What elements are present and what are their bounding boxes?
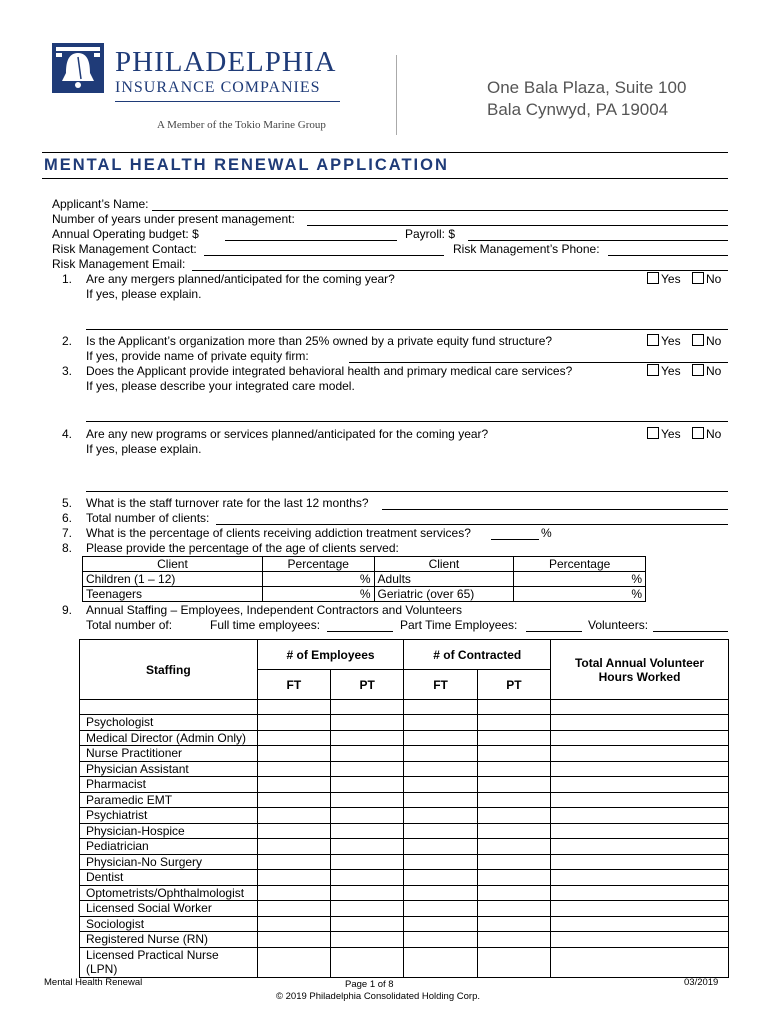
q5-field[interactable]: [382, 509, 728, 510]
q7-percent: %: [541, 526, 552, 540]
q3-describe-field[interactable]: [86, 421, 728, 422]
table-cell[interactable]: [331, 808, 404, 824]
table-cell[interactable]: [551, 761, 729, 777]
risk-contact-field[interactable]: [204, 255, 444, 256]
q7-number: 7.: [61, 526, 72, 540]
staff-role-label: Nurse Practitioner: [80, 746, 258, 762]
table-cell[interactable]: [551, 932, 729, 948]
table-cell[interactable]: [331, 916, 404, 932]
table-cell[interactable]: [257, 808, 330, 824]
table-row: [83, 587, 646, 602]
age-table: [82, 556, 646, 602]
age-header-percentage: Percentage: [262, 557, 374, 572]
table-cell[interactable]: [331, 792, 404, 808]
table-cell[interactable]: [477, 700, 550, 715]
company-logo: [52, 43, 342, 135]
q4-number: 4.: [61, 427, 72, 441]
q4-text: Are any new programs or services planned/anticipated for the coming year?: [86, 427, 489, 441]
table-cell[interactable]: [331, 932, 404, 948]
table-cell[interactable]: [331, 730, 404, 746]
q2-firm-field[interactable]: [349, 362, 728, 363]
contracted-ft-header: FT: [404, 670, 477, 700]
table-cell[interactable]: [257, 746, 330, 762]
contracted-pt-header: PT: [477, 670, 550, 700]
q3-yes-checkbox[interactable]: [647, 364, 659, 376]
table-cell[interactable]: [331, 761, 404, 777]
page-title: MENTAL HEALTH RENEWAL APPLICATION: [44, 156, 449, 174]
table-cell[interactable]: [551, 947, 729, 977]
q1-no-label: No: [706, 272, 722, 286]
q2-yes-option[interactable]: [647, 334, 681, 348]
table-cell[interactable]: [404, 730, 477, 746]
table-row: [80, 932, 729, 948]
risk-contact-label: Risk Management Contact:: [52, 242, 197, 256]
q2-yes-checkbox[interactable]: [647, 334, 659, 346]
table-row: [80, 761, 729, 777]
q2-yes-label: Yes: [661, 334, 681, 348]
q1-no-checkbox[interactable]: [692, 272, 704, 284]
table-cell[interactable]: [257, 700, 330, 715]
table-cell[interactable]: [404, 808, 477, 824]
table-cell[interactable]: [551, 885, 729, 901]
q9-number: 9.: [61, 603, 72, 617]
q2-no-option[interactable]: [692, 334, 721, 348]
age-row1-pct[interactable]: %: [262, 572, 374, 587]
q4-no-label: No: [706, 427, 722, 441]
q3-no-label: No: [706, 364, 722, 378]
operating-budget-label: Annual Operating budget: $: [52, 227, 199, 241]
table-cell[interactable]: [257, 730, 330, 746]
q9-ft-field[interactable]: [327, 631, 393, 632]
payroll-field[interactable]: [468, 240, 728, 241]
employees-pt-header: PT: [331, 670, 404, 700]
table-cell[interactable]: [551, 808, 729, 824]
q4-no-checkbox[interactable]: [692, 427, 704, 439]
table-cell[interactable]: [551, 901, 729, 917]
table-cell[interactable]: [404, 947, 477, 977]
table-cell[interactable]: [331, 901, 404, 917]
table-cell[interactable]: [257, 901, 330, 917]
table-cell[interactable]: [404, 901, 477, 917]
table-cell[interactable]: [477, 792, 550, 808]
risk-phone-label: Risk Management’s Phone:: [453, 242, 600, 256]
q9-text: Annual Staffing – Employees, Independent Contractors and Volunteers: [86, 603, 463, 617]
q9-vol-field[interactable]: [653, 631, 728, 632]
q6-text: Total number of clients:: [86, 511, 210, 525]
age-header-client: Client: [83, 557, 263, 572]
table-cell[interactable]: [551, 715, 729, 731]
employees-header: # of Employees: [257, 640, 404, 670]
table-cell[interactable]: [331, 823, 404, 839]
q3-subtext: If yes, please describe your integrated care model.: [86, 379, 355, 393]
q1-no-option[interactable]: [692, 272, 721, 286]
table-cell[interactable]: [404, 870, 477, 886]
table-row: [80, 854, 729, 870]
age-row1-client2: Adults: [374, 572, 514, 587]
table-cell[interactable]: [257, 792, 330, 808]
table-cell[interactable]: [257, 916, 330, 932]
table-row: [80, 839, 729, 855]
q5-number: 5.: [61, 496, 72, 510]
q2-no-checkbox[interactable]: [692, 334, 704, 346]
table-cell[interactable]: [477, 746, 550, 762]
age-row1-client: Children (1 – 12): [83, 572, 263, 587]
q2-subtext: If yes, provide name of private equity firm:: [86, 349, 309, 363]
table-cell[interactable]: [257, 823, 330, 839]
staff-role-label: Medical Director (Admin Only): [80, 730, 258, 746]
table-row: [80, 870, 729, 886]
table-cell[interactable]: [404, 854, 477, 870]
table-cell[interactable]: [551, 730, 729, 746]
age-header-percentage2: Percentage: [514, 557, 646, 572]
table-cell[interactable]: [404, 761, 477, 777]
address-line1: One Bala Plaza, Suite 100: [487, 78, 687, 97]
table-cell[interactable]: [404, 715, 477, 731]
q2-text: Is the Applicant’s organization more than 25% owned by a private equity fund structure?: [86, 334, 553, 348]
q3-yes-option[interactable]: [647, 364, 681, 378]
q4-explain-field[interactable]: [86, 491, 728, 492]
logo-divider: [115, 101, 340, 102]
logo-line2: INSURANCE COMPANIES: [115, 79, 321, 96]
table-cell[interactable]: [331, 746, 404, 762]
table-cell[interactable]: [257, 947, 330, 977]
risk-phone-field[interactable]: [608, 255, 728, 256]
logo-line1: PHILADELPHIA: [115, 46, 337, 78]
table-cell[interactable]: [331, 870, 404, 886]
table-cell[interactable]: [331, 839, 404, 855]
staffing-header: Staffing: [80, 640, 258, 700]
table-row: [80, 700, 729, 715]
table-cell[interactable]: [257, 777, 330, 793]
years-management-field[interactable]: [307, 225, 728, 226]
staff-role-label: Optometrists/Ophthalmologist: [80, 885, 258, 901]
table-cell[interactable]: [477, 947, 550, 977]
table-cell[interactable]: [477, 916, 550, 932]
table-row: [83, 572, 646, 587]
age-header-client2: Client: [374, 557, 514, 572]
staff-role-label: Pharmacist: [80, 777, 258, 793]
table-cell[interactable]: [257, 839, 330, 855]
table-cell[interactable]: [257, 715, 330, 731]
table-cell[interactable]: [331, 854, 404, 870]
q8-text: Please provide the percentage of the age of clients served:: [86, 541, 399, 555]
table-cell[interactable]: [477, 761, 550, 777]
q8-number: 8.: [61, 541, 72, 555]
header-vertical-divider: [396, 55, 397, 135]
q1-subtext: If yes, please explain.: [86, 287, 202, 301]
q1-number: 1.: [61, 272, 72, 286]
table-cell[interactable]: [257, 932, 330, 948]
footer-date: 03/2019: [684, 977, 719, 988]
table-cell[interactable]: [404, 792, 477, 808]
age-row2-client: Teenagers: [83, 587, 263, 602]
table-row: [80, 916, 729, 932]
q4-yes-label: Yes: [661, 427, 681, 441]
table-cell[interactable]: [551, 823, 729, 839]
table-cell[interactable]: [477, 777, 550, 793]
staff-role-label: Sociologist: [80, 916, 258, 932]
staff-role-label: Licensed Practical Nurse (LPN): [80, 947, 258, 977]
q1-text: Are any mergers planned/anticipated for the coming year?: [86, 272, 395, 286]
logo-tagline: A Member of the Tokio Marine Group: [157, 119, 326, 131]
age-row2-pct[interactable]: %: [262, 587, 374, 602]
q2-number: 2.: [61, 334, 72, 348]
title-rule-top: [42, 152, 728, 153]
applicant-name-field[interactable]: [152, 210, 728, 211]
table-cell[interactable]: [331, 715, 404, 731]
table-cell[interactable]: [257, 870, 330, 886]
q3-yes-label: Yes: [661, 364, 681, 378]
age-table-header: [83, 557, 646, 572]
table-cell[interactable]: [551, 916, 729, 932]
table-cell[interactable]: [551, 870, 729, 886]
table-row: [80, 885, 729, 901]
table-row: [80, 730, 729, 746]
table-cell[interactable]: [404, 932, 477, 948]
table-cell[interactable]: [477, 808, 550, 824]
table-cell[interactable]: [404, 823, 477, 839]
staffing-table: [79, 639, 729, 978]
staff-role-label: Dentist: [80, 870, 258, 886]
staff-role-label: Physician Assistant: [80, 761, 258, 777]
table-cell[interactable]: [551, 839, 729, 855]
table-row: [80, 792, 729, 808]
q3-no-option[interactable]: [692, 364, 721, 378]
footer-copyright: © 2019 Philadelphia Consolidated Holding Corp.: [276, 991, 480, 1002]
table-row: [80, 746, 729, 762]
operating-budget-field[interactable]: [225, 240, 397, 241]
q6-field[interactable]: [216, 524, 728, 525]
staff-role-label: Pediatrician: [80, 839, 258, 855]
table-row: [80, 947, 729, 977]
table-cell[interactable]: [404, 916, 477, 932]
table-cell[interactable]: [477, 854, 550, 870]
q2-no-label: No: [706, 334, 722, 348]
table-row: [80, 715, 729, 731]
risk-email-label: Risk Management Email:: [52, 257, 186, 271]
q3-text: Does the Applicant provide integrated behavioral health and primary medical care services?: [86, 364, 573, 378]
table-row: [80, 901, 729, 917]
q4-no-option[interactable]: [692, 427, 721, 441]
staff-role-label: Psychologist: [80, 715, 258, 731]
table-cell[interactable]: [477, 885, 550, 901]
years-management-label: Number of years under present management:: [52, 212, 295, 226]
staff-role-label: Paramedic EMT: [80, 792, 258, 808]
volunteer-header: Total Annual Volunteer Hours Worked: [551, 640, 729, 700]
q9-total-label: Total number of:: [86, 618, 173, 632]
q1-yes-label: Yes: [661, 272, 681, 286]
table-cell[interactable]: [404, 839, 477, 855]
table-cell[interactable]: [257, 854, 330, 870]
age-row2-pct2[interactable]: %: [514, 587, 646, 602]
table-cell[interactable]: [331, 885, 404, 901]
table-cell[interactable]: [551, 792, 729, 808]
table-cell[interactable]: [331, 947, 404, 977]
table-cell[interactable]: [404, 885, 477, 901]
table-row: [80, 777, 729, 793]
table-row: [80, 823, 729, 839]
q9-pt-field[interactable]: [526, 631, 582, 632]
table-cell[interactable]: [404, 777, 477, 793]
staff-role-label: Physician-Hospice: [80, 823, 258, 839]
q9-pt-label: Part Time Employees:: [400, 618, 518, 632]
q4-yes-option[interactable]: [647, 427, 681, 441]
table-cell[interactable]: [551, 700, 729, 715]
table-row: [80, 808, 729, 824]
q3-no-checkbox[interactable]: [692, 364, 704, 376]
footer-left: Mental Health Renewal: [44, 977, 143, 988]
staff-role-label: Psychiatrist: [80, 808, 258, 824]
age-row2-client2: Geriatric (over 65): [374, 587, 514, 602]
table-cell[interactable]: [477, 715, 550, 731]
table-cell[interactable]: [477, 839, 550, 855]
q4-yes-checkbox[interactable]: [647, 427, 659, 439]
liberty-bell-icon: [52, 43, 104, 93]
table-cell[interactable]: [404, 746, 477, 762]
table-cell[interactable]: [477, 901, 550, 917]
table-cell[interactable]: [404, 700, 477, 715]
table-cell[interactable]: [477, 932, 550, 948]
q6-number: 6.: [61, 511, 72, 525]
staff-role-label: Registered Nurse (RN): [80, 932, 258, 948]
q3-number: 3.: [61, 364, 72, 378]
q4-subtext: If yes, please explain.: [86, 442, 202, 456]
table-cell[interactable]: [331, 700, 404, 715]
table-cell[interactable]: [80, 700, 258, 715]
title-rule-bottom: [42, 178, 728, 179]
contracted-header: # of Contracted: [404, 640, 551, 670]
q9-ft-label: Full time employees:: [210, 618, 321, 632]
staff-role-label: Physician-No Surgery: [80, 854, 258, 870]
q7-text: What is the percentage of clients receiving addiction treatment services?: [86, 526, 471, 540]
q9-vol-label: Volunteers:: [588, 618, 649, 632]
table-cell[interactable]: [257, 885, 330, 901]
employees-ft-header: FT: [257, 670, 330, 700]
table-cell[interactable]: [477, 730, 550, 746]
age-row1-pct2[interactable]: %: [514, 572, 646, 587]
table-cell[interactable]: [551, 746, 729, 762]
q1-yes-option[interactable]: [647, 272, 681, 286]
q1-yes-checkbox[interactable]: [647, 272, 659, 284]
staff-role-label: Licensed Social Worker: [80, 901, 258, 917]
table-cell[interactable]: [331, 777, 404, 793]
table-cell[interactable]: [477, 870, 550, 886]
table-cell[interactable]: [551, 854, 729, 870]
risk-email-field[interactable]: [192, 270, 728, 271]
table-cell[interactable]: [477, 823, 550, 839]
table-cell[interactable]: [257, 761, 330, 777]
footer-page: Page 1 of 8: [345, 979, 394, 990]
table-cell[interactable]: [551, 777, 729, 793]
address-line2: Bala Cynwyd, PA 19004: [487, 100, 669, 119]
q5-text: What is the staff turnover rate for the last 12 months?: [86, 496, 369, 510]
q1-explain-field[interactable]: [86, 329, 728, 330]
applicant-name-label: Applicant’s Name:: [52, 197, 149, 211]
payroll-label: Payroll: $: [405, 227, 456, 241]
q7-field[interactable]: [491, 539, 539, 540]
